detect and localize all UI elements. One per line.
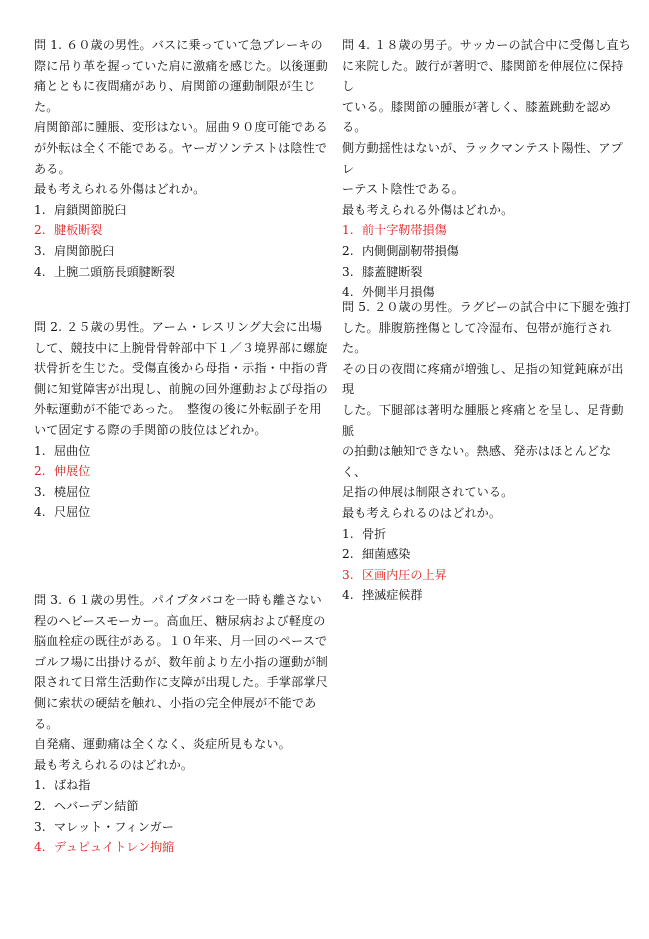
question-stem-line: ゴルフ場に出掛けるが、数年前より左小指の運動が制: [34, 654, 328, 669]
question-stem-line: ーテスト陰性である。: [342, 182, 464, 197]
option-number: 3.: [342, 567, 354, 582]
answer-option: [34, 441, 332, 462]
question-3: [34, 590, 334, 858]
question-stem-line: の拍動は触知できない。熱感、発赤はほとんどなく、: [342, 444, 612, 479]
question-stem-line: が外転は全く不能である。ヤーガソンテストは陰性で: [34, 140, 328, 155]
option-number: 2.: [34, 223, 46, 238]
option-number: 2.: [34, 464, 46, 479]
question-stem-line: 問 4. １８歳の男子。サッカーの試合中に受傷し直ち: [342, 38, 631, 52]
question-stem-line: 最も考えられるのはどれか。: [342, 505, 502, 520]
option-text: 肩関節脱臼: [54, 243, 115, 258]
answer-option: [342, 241, 634, 262]
question-stem-line: ある。: [34, 161, 71, 176]
answer-option: [34, 200, 332, 221]
option-number: 2.: [34, 798, 46, 813]
answer-option: [34, 775, 334, 796]
option-text: 上腕二頭筋長頭腱断裂: [54, 264, 175, 279]
option-text: 肩鎖関節脱臼: [54, 202, 127, 217]
option-number: 3.: [34, 819, 46, 834]
option-number: 4.: [342, 285, 354, 300]
option-text: 伸展位: [54, 464, 91, 479]
option-text: 区画内圧の上昇: [362, 567, 447, 582]
answer-option: [34, 796, 334, 817]
option-number: 1.: [34, 443, 46, 458]
answer-option: [34, 241, 332, 262]
option-text: 尺屈位: [54, 505, 91, 520]
option-text: 骨折: [362, 526, 387, 541]
option-text: デュピュイトレン拘縮: [54, 840, 175, 855]
option-text: 膝蓋腱断裂: [362, 264, 423, 279]
question-stem-line: 問 5. ２０歳の男性。ラグビーの試合中に下腿を強打: [342, 300, 631, 314]
answer-option-correct: [34, 461, 332, 482]
option-number: 1.: [34, 778, 46, 793]
option-text: 腱板断裂: [54, 223, 103, 238]
option-number: 3.: [34, 484, 46, 499]
question-stem-line: に来院した。跛行が著明で、膝関節を伸展位に保持し: [342, 58, 624, 94]
option-text: ヘバーデン結節: [54, 798, 139, 813]
question-stem-line: 問 2. ２５歳の男性。アーム・レスリング大会に出場: [34, 320, 323, 334]
option-number: 4.: [342, 588, 354, 603]
option-number: 1.: [34, 202, 46, 217]
question-stem-line: いて固定する際の手関節の肢位はどれか。: [34, 422, 267, 437]
question-stem-line: ている。膝関節の腫脹が著しく、膝蓋跳動を認める。: [342, 99, 612, 135]
question-stem-line: 最も考えられる外傷はどれか。: [342, 202, 514, 217]
option-text: 外側半月損傷: [362, 285, 435, 300]
question-stem-line: して、競技中に上腕骨骨幹部中下１／３境界部に螺旋: [34, 340, 328, 355]
answer-option-correct: [342, 565, 634, 586]
question-2: [34, 317, 332, 523]
question-stem-line: 自発痛、運動痛は全くなく、炎症所見もない。: [34, 737, 291, 752]
question-5: [342, 297, 634, 606]
answer-option-correct: [342, 220, 634, 241]
option-text: ばね指: [54, 778, 91, 793]
answer-option: [34, 502, 332, 523]
answer-option: [34, 482, 332, 503]
option-text: 挫滅症候群: [362, 588, 423, 603]
option-text: 内側側副靭帯損傷: [362, 243, 459, 258]
question-stem-line: 程のヘビースモーカー。高血圧、糖尿病および軽度の: [34, 613, 326, 628]
answer-option: [342, 262, 634, 283]
question-stem-line: 問 3. ６１歳の男性。パイプタバコを一時も離さない: [34, 593, 322, 607]
question-stem-line: 側に知覚障害が出現し、前腕の回外運動および母指の: [34, 381, 328, 396]
option-number: 1.: [342, 223, 354, 238]
option-text: 橈屈位: [54, 484, 91, 499]
question-stem-line: 外転運動が不能であった。 整復の後に外転副子を用: [34, 402, 322, 417]
question-stem-line: 側方動揺性はないが、ラックマンテスト陽性、アプレ: [342, 140, 623, 176]
question-stem-line: 状骨折を生じた。受傷直後から母指・示指・中指の背: [34, 361, 328, 376]
question-stem-line: 際に吊り革を握っていた肩に激痛を感じた。以後運動: [34, 58, 328, 73]
option-number: 2.: [342, 243, 354, 258]
option-number: 2.: [342, 547, 354, 562]
answer-option-correct: [34, 220, 332, 241]
option-number: 4.: [34, 840, 46, 855]
question-stem-line: 最も考えられる外傷はどれか。: [34, 182, 206, 197]
option-number: 4.: [34, 264, 46, 279]
question-stem-line: 足指の伸展は制限されている。: [342, 485, 514, 500]
answer-option: [34, 817, 334, 838]
question-4: [342, 35, 634, 303]
option-number: 4.: [34, 505, 46, 520]
question-stem-line: 肩関節部に腫脹、変形はない。屈曲９０度可能である: [34, 120, 328, 135]
option-number: 3.: [342, 264, 354, 279]
question-stem-line: 側に索状の硬結を触れ、小指の完全伸展が不能である。: [34, 695, 317, 731]
option-text: 前十字靭帯損傷: [362, 223, 447, 238]
option-text: 屈曲位: [54, 443, 91, 458]
option-number: 1.: [342, 526, 354, 541]
question-stem-line: した。腓腹筋挫傷として冷湿布、包帯が施行された。: [342, 320, 612, 356]
answer-option: [342, 524, 634, 545]
question-stem-line: その日の夜間に疼痛が増強し、足指の知覚鈍麻が出現: [342, 361, 624, 397]
question-stem-line: 限されて日常生活動作に支障が出現した。手掌部掌尺: [34, 675, 328, 690]
question-stem-line: 脳血栓症の既往がある。１０年来、月一回のペースで: [34, 634, 328, 649]
answer-option-correct: [34, 837, 334, 858]
option-number: 3.: [34, 243, 46, 258]
answer-option: [342, 544, 634, 565]
question-1: [34, 35, 332, 282]
answer-option: [342, 585, 634, 606]
option-text: マレット・フィンガー: [54, 819, 174, 834]
answer-option: [34, 262, 332, 283]
option-text: 細菌感染: [362, 547, 411, 562]
question-stem-line: 最も考えられるのはどれか。: [34, 757, 194, 772]
question-stem-line: 痛とともに夜間痛があり、肩関節の運動制限が生じた。: [34, 79, 316, 114]
question-stem-line: した。下腿部は著明な腫脹と疼痛とを呈し、足背動脈: [342, 402, 624, 438]
question-stem-line: 問 1. ６０歳の男性。バスに乗っていて急ブレーキの: [34, 38, 323, 52]
